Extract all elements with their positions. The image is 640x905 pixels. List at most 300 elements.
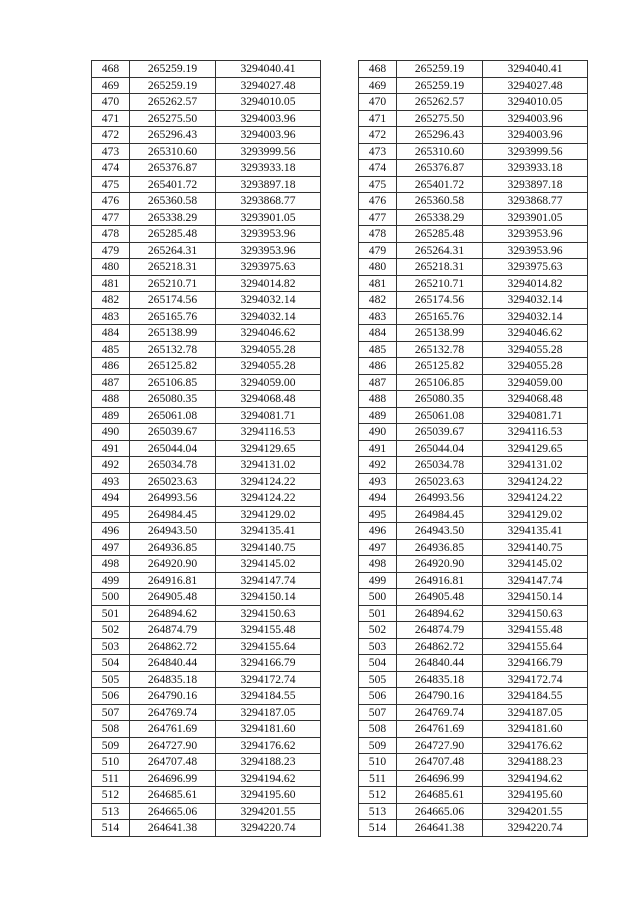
point-number-cell: 490 [359, 424, 397, 441]
x-coordinate-cell: 264761.69 [130, 721, 216, 738]
y-coordinate-cell: 3293999.56 [483, 143, 588, 160]
y-coordinate-cell: 3294081.71 [483, 407, 588, 424]
y-coordinate-cell: 3294014.82 [216, 275, 321, 292]
table-row [92, 770, 321, 787]
point-number-cell: 491 [359, 440, 397, 457]
y-coordinate-cell: 3294145.02 [483, 556, 588, 573]
x-coordinate-cell: 264920.90 [130, 556, 216, 573]
x-coordinate-cell: 265360.58 [397, 193, 483, 210]
point-number-cell: 481 [92, 275, 130, 292]
x-coordinate-cell: 265264.31 [397, 242, 483, 259]
x-coordinate-cell: 265080.35 [130, 391, 216, 408]
x-coordinate-cell: 264936.85 [130, 539, 216, 556]
y-coordinate-cell: 3294055.28 [483, 358, 588, 375]
point-number-cell: 512 [359, 787, 397, 804]
point-number-cell: 492 [92, 457, 130, 474]
y-coordinate-cell: 3294124.22 [216, 490, 321, 507]
y-coordinate-cell: 3293901.05 [483, 209, 588, 226]
table-row [359, 341, 588, 358]
table-row [92, 160, 321, 177]
table-row [359, 259, 588, 276]
x-coordinate-cell: 265275.50 [130, 110, 216, 127]
point-number-cell: 494 [92, 490, 130, 507]
y-coordinate-cell: 3294014.82 [483, 275, 588, 292]
table-row [359, 770, 588, 787]
y-coordinate-cell: 3294032.14 [483, 292, 588, 309]
table-row [92, 655, 321, 672]
point-number-cell: 513 [359, 803, 397, 820]
table-row [92, 688, 321, 705]
table-row [92, 127, 321, 144]
x-coordinate-cell: 264943.50 [130, 523, 216, 540]
point-number-cell: 482 [92, 292, 130, 309]
x-coordinate-cell: 265034.78 [130, 457, 216, 474]
y-coordinate-cell: 3294150.14 [483, 589, 588, 606]
point-number-cell: 476 [359, 193, 397, 210]
x-coordinate-cell: 264707.48 [397, 754, 483, 771]
y-coordinate-cell: 3294124.22 [483, 473, 588, 490]
y-coordinate-cell: 3294003.96 [483, 127, 588, 144]
table-row [92, 539, 321, 556]
point-number-cell: 496 [359, 523, 397, 540]
x-coordinate-cell: 264685.61 [397, 787, 483, 804]
table-row [359, 308, 588, 325]
x-coordinate-cell: 264641.38 [130, 820, 216, 837]
y-coordinate-cell: 3294010.05 [483, 94, 588, 111]
table-row [359, 275, 588, 292]
y-coordinate-cell: 3294116.53 [483, 424, 588, 441]
x-coordinate-cell: 264761.69 [397, 721, 483, 738]
table-row [359, 539, 588, 556]
table-row [92, 61, 321, 78]
point-number-cell: 510 [92, 754, 130, 771]
x-coordinate-cell: 265296.43 [397, 127, 483, 144]
table-row [92, 275, 321, 292]
table-row [92, 407, 321, 424]
y-coordinate-cell: 3294150.63 [216, 605, 321, 622]
y-coordinate-cell: 3293868.77 [216, 193, 321, 210]
table-row [92, 605, 321, 622]
point-number-cell: 468 [359, 61, 397, 78]
x-coordinate-cell: 264696.99 [130, 770, 216, 787]
table-row [359, 572, 588, 589]
table-row [359, 391, 588, 408]
y-coordinate-cell: 3294201.55 [216, 803, 321, 820]
table-row [92, 473, 321, 490]
table-row [92, 556, 321, 573]
point-number-cell: 508 [92, 721, 130, 738]
table-row [359, 556, 588, 573]
point-number-cell: 468 [92, 61, 130, 78]
point-number-cell: 479 [92, 242, 130, 259]
x-coordinate-cell: 264790.16 [397, 688, 483, 705]
x-coordinate-cell: 264862.72 [397, 638, 483, 655]
y-coordinate-cell: 3293901.05 [216, 209, 321, 226]
x-coordinate-cell: 265259.19 [130, 61, 216, 78]
x-coordinate-cell: 264835.18 [397, 671, 483, 688]
x-coordinate-cell: 264665.06 [130, 803, 216, 820]
table-row [359, 589, 588, 606]
x-coordinate-cell: 265285.48 [130, 226, 216, 243]
point-number-cell: 478 [92, 226, 130, 243]
table-row [359, 440, 588, 457]
x-coordinate-cell: 264993.56 [397, 490, 483, 507]
point-number-cell: 491 [92, 440, 130, 457]
table-row [359, 737, 588, 754]
point-number-cell: 506 [92, 688, 130, 705]
y-coordinate-cell: 3294129.65 [483, 440, 588, 457]
x-coordinate-cell: 265338.29 [397, 209, 483, 226]
table-row [92, 143, 321, 160]
table-row [359, 490, 588, 507]
x-coordinate-cell: 265044.04 [130, 440, 216, 457]
table-row [359, 292, 588, 309]
x-coordinate-cell: 265080.35 [397, 391, 483, 408]
table-row [92, 292, 321, 309]
point-number-cell: 504 [359, 655, 397, 672]
point-number-cell: 471 [92, 110, 130, 127]
x-coordinate-cell: 265174.56 [130, 292, 216, 309]
point-number-cell: 503 [92, 638, 130, 655]
y-coordinate-cell: 3294010.05 [216, 94, 321, 111]
point-number-cell: 514 [92, 820, 130, 837]
table-row [359, 787, 588, 804]
point-number-cell: 485 [92, 341, 130, 358]
x-coordinate-cell: 265218.31 [397, 259, 483, 276]
table-row [359, 803, 588, 820]
point-number-cell: 478 [359, 226, 397, 243]
table-row [359, 94, 588, 111]
x-coordinate-cell: 265023.63 [130, 473, 216, 490]
y-coordinate-cell: 3294129.02 [216, 506, 321, 523]
x-coordinate-cell: 265259.19 [130, 77, 216, 94]
point-number-cell: 475 [359, 176, 397, 193]
table-row [359, 721, 588, 738]
point-number-cell: 472 [359, 127, 397, 144]
table-row [92, 176, 321, 193]
y-coordinate-cell: 3294116.53 [216, 424, 321, 441]
point-number-cell: 489 [92, 407, 130, 424]
x-coordinate-cell: 264840.44 [130, 655, 216, 672]
y-coordinate-cell: 3293975.63 [216, 259, 321, 276]
table-row [92, 803, 321, 820]
y-coordinate-cell: 3294166.79 [216, 655, 321, 672]
x-coordinate-cell: 264727.90 [130, 737, 216, 754]
y-coordinate-cell: 3294040.41 [216, 61, 321, 78]
x-coordinate-cell: 264790.16 [130, 688, 216, 705]
y-coordinate-cell: 3294176.62 [216, 737, 321, 754]
y-coordinate-cell: 3294003.96 [216, 127, 321, 144]
x-coordinate-cell: 265125.82 [130, 358, 216, 375]
point-number-cell: 493 [359, 473, 397, 490]
x-coordinate-cell: 265338.29 [130, 209, 216, 226]
y-coordinate-cell: 3294181.60 [483, 721, 588, 738]
point-number-cell: 471 [359, 110, 397, 127]
point-number-cell: 503 [359, 638, 397, 655]
table-row [92, 638, 321, 655]
table-row [359, 407, 588, 424]
table-row [359, 688, 588, 705]
point-number-cell: 477 [92, 209, 130, 226]
point-number-cell: 494 [359, 490, 397, 507]
y-coordinate-cell: 3294003.96 [216, 110, 321, 127]
x-coordinate-cell: 265218.31 [130, 259, 216, 276]
coordinate-table-left-body [92, 61, 321, 837]
point-number-cell: 498 [92, 556, 130, 573]
y-coordinate-cell: 3294027.48 [216, 77, 321, 94]
y-coordinate-cell: 3293999.56 [216, 143, 321, 160]
x-coordinate-cell: 265174.56 [397, 292, 483, 309]
table-row [359, 704, 588, 721]
point-number-cell: 474 [92, 160, 130, 177]
x-coordinate-cell: 264707.48 [130, 754, 216, 771]
table-row [92, 572, 321, 589]
x-coordinate-cell: 264993.56 [130, 490, 216, 507]
x-coordinate-cell: 265262.57 [130, 94, 216, 111]
y-coordinate-cell: 3294184.55 [483, 688, 588, 705]
x-coordinate-cell: 264905.48 [397, 589, 483, 606]
y-coordinate-cell: 3294150.63 [483, 605, 588, 622]
x-coordinate-cell: 265165.76 [130, 308, 216, 325]
x-coordinate-cell: 265125.82 [397, 358, 483, 375]
point-number-cell: 488 [92, 391, 130, 408]
y-coordinate-cell: 3293953.96 [216, 226, 321, 243]
y-coordinate-cell: 3294046.62 [216, 325, 321, 342]
x-coordinate-cell: 265401.72 [130, 176, 216, 193]
y-coordinate-cell: 3294027.48 [483, 77, 588, 94]
point-number-cell: 485 [359, 341, 397, 358]
y-coordinate-cell: 3294194.62 [216, 770, 321, 787]
x-coordinate-cell: 265264.31 [130, 242, 216, 259]
table-row [92, 424, 321, 441]
y-coordinate-cell: 3294155.64 [483, 638, 588, 655]
table-row [92, 589, 321, 606]
y-coordinate-cell: 3294068.48 [216, 391, 321, 408]
y-coordinate-cell: 3294220.74 [216, 820, 321, 837]
x-coordinate-cell: 264943.50 [397, 523, 483, 540]
y-coordinate-cell: 3294195.60 [483, 787, 588, 804]
x-coordinate-cell: 265376.87 [130, 160, 216, 177]
x-coordinate-cell: 265132.78 [397, 341, 483, 358]
point-number-cell: 498 [359, 556, 397, 573]
table-row [92, 622, 321, 639]
table-row [92, 325, 321, 342]
table-row [92, 440, 321, 457]
y-coordinate-cell: 3294135.41 [216, 523, 321, 540]
x-coordinate-cell: 265138.99 [397, 325, 483, 342]
point-number-cell: 493 [92, 473, 130, 490]
point-number-cell: 483 [359, 308, 397, 325]
x-coordinate-cell: 264916.81 [130, 572, 216, 589]
point-number-cell: 470 [359, 94, 397, 111]
point-number-cell: 500 [359, 589, 397, 606]
table-row [92, 308, 321, 325]
y-coordinate-cell: 3294059.00 [216, 374, 321, 391]
y-coordinate-cell: 3293933.18 [216, 160, 321, 177]
table-row [92, 94, 321, 111]
x-coordinate-cell: 264905.48 [130, 589, 216, 606]
table-row [359, 506, 588, 523]
x-coordinate-cell: 265310.60 [130, 143, 216, 160]
point-number-cell: 469 [92, 77, 130, 94]
y-coordinate-cell: 3294184.55 [216, 688, 321, 705]
x-coordinate-cell: 264840.44 [397, 655, 483, 672]
x-coordinate-cell: 264835.18 [130, 671, 216, 688]
x-coordinate-cell: 265044.04 [397, 440, 483, 457]
point-number-cell: 507 [92, 704, 130, 721]
y-coordinate-cell: 3294201.55 [483, 803, 588, 820]
point-number-cell: 479 [359, 242, 397, 259]
table-row [359, 457, 588, 474]
point-number-cell: 487 [92, 374, 130, 391]
y-coordinate-cell: 3293953.96 [483, 226, 588, 243]
point-number-cell: 512 [92, 787, 130, 804]
table-row [359, 242, 588, 259]
x-coordinate-cell: 264894.62 [130, 605, 216, 622]
point-number-cell: 513 [92, 803, 130, 820]
x-coordinate-cell: 265376.87 [397, 160, 483, 177]
x-coordinate-cell: 265275.50 [397, 110, 483, 127]
point-number-cell: 477 [359, 209, 397, 226]
x-coordinate-cell: 265106.85 [130, 374, 216, 391]
point-number-cell: 472 [92, 127, 130, 144]
table-row [359, 820, 588, 837]
x-coordinate-cell: 265259.19 [397, 77, 483, 94]
y-coordinate-cell: 3294032.14 [483, 308, 588, 325]
x-coordinate-cell: 264641.38 [397, 820, 483, 837]
table-row [359, 110, 588, 127]
y-coordinate-cell: 3294055.28 [216, 341, 321, 358]
table-row [359, 622, 588, 639]
table-row [359, 358, 588, 375]
coordinate-table-left [91, 60, 321, 837]
x-coordinate-cell: 265296.43 [130, 127, 216, 144]
y-coordinate-cell: 3294172.74 [216, 671, 321, 688]
x-coordinate-cell: 264874.79 [130, 622, 216, 639]
point-number-cell: 486 [359, 358, 397, 375]
y-coordinate-cell: 3294003.96 [483, 110, 588, 127]
x-coordinate-cell: 265401.72 [397, 176, 483, 193]
table-row [359, 605, 588, 622]
table-row [92, 242, 321, 259]
point-number-cell: 483 [92, 308, 130, 325]
y-coordinate-cell: 3294155.48 [216, 622, 321, 639]
point-number-cell: 490 [92, 424, 130, 441]
y-coordinate-cell: 3294181.60 [216, 721, 321, 738]
table-row [359, 523, 588, 540]
point-number-cell: 501 [92, 605, 130, 622]
x-coordinate-cell: 265039.67 [130, 424, 216, 441]
table-row [359, 374, 588, 391]
table-row [92, 209, 321, 226]
x-coordinate-cell: 265210.71 [397, 275, 483, 292]
point-number-cell: 499 [359, 572, 397, 589]
x-coordinate-cell: 265360.58 [130, 193, 216, 210]
y-coordinate-cell: 3294147.74 [483, 572, 588, 589]
point-number-cell: 486 [92, 358, 130, 375]
table-row [92, 490, 321, 507]
y-coordinate-cell: 3293897.18 [216, 176, 321, 193]
table-row [359, 193, 588, 210]
table-row [359, 424, 588, 441]
x-coordinate-cell: 265138.99 [130, 325, 216, 342]
point-number-cell: 488 [359, 391, 397, 408]
point-number-cell: 500 [92, 589, 130, 606]
x-coordinate-cell: 265023.63 [397, 473, 483, 490]
point-number-cell: 487 [359, 374, 397, 391]
point-number-cell: 505 [359, 671, 397, 688]
y-coordinate-cell: 3294195.60 [216, 787, 321, 804]
table-row [359, 473, 588, 490]
point-number-cell: 469 [359, 77, 397, 94]
table-row [92, 193, 321, 210]
y-coordinate-cell: 3294055.28 [483, 341, 588, 358]
y-coordinate-cell: 3294155.64 [216, 638, 321, 655]
table-row [92, 77, 321, 94]
x-coordinate-cell: 264685.61 [130, 787, 216, 804]
point-number-cell: 474 [359, 160, 397, 177]
point-number-cell: 489 [359, 407, 397, 424]
table-row [92, 721, 321, 738]
x-coordinate-cell: 265310.60 [397, 143, 483, 160]
point-number-cell: 497 [359, 539, 397, 556]
y-coordinate-cell: 3294135.41 [483, 523, 588, 540]
x-coordinate-cell: 265106.85 [397, 374, 483, 391]
point-number-cell: 470 [92, 94, 130, 111]
y-coordinate-cell: 3294172.74 [483, 671, 588, 688]
x-coordinate-cell: 265034.78 [397, 457, 483, 474]
point-number-cell: 509 [92, 737, 130, 754]
y-coordinate-cell: 3294032.14 [216, 292, 321, 309]
y-coordinate-cell: 3294194.62 [483, 770, 588, 787]
table-row [359, 754, 588, 771]
point-number-cell: 507 [359, 704, 397, 721]
y-coordinate-cell: 3294187.05 [483, 704, 588, 721]
x-coordinate-cell: 265262.57 [397, 94, 483, 111]
x-coordinate-cell: 264769.74 [397, 704, 483, 721]
table-row [92, 341, 321, 358]
point-number-cell: 496 [92, 523, 130, 540]
table-row [92, 671, 321, 688]
point-number-cell: 505 [92, 671, 130, 688]
table-row [92, 820, 321, 837]
y-coordinate-cell: 3293953.96 [216, 242, 321, 259]
point-number-cell: 492 [359, 457, 397, 474]
y-coordinate-cell: 3294046.62 [483, 325, 588, 342]
table-row [92, 259, 321, 276]
point-number-cell: 514 [359, 820, 397, 837]
y-coordinate-cell: 3294032.14 [216, 308, 321, 325]
y-coordinate-cell: 3294124.22 [216, 473, 321, 490]
y-coordinate-cell: 3294147.74 [216, 572, 321, 589]
x-coordinate-cell: 265061.08 [130, 407, 216, 424]
point-number-cell: 484 [92, 325, 130, 342]
point-number-cell: 480 [92, 259, 130, 276]
point-number-cell: 502 [359, 622, 397, 639]
point-number-cell: 499 [92, 572, 130, 589]
table-row [359, 127, 588, 144]
table-row [359, 77, 588, 94]
table-row [92, 506, 321, 523]
point-number-cell: 497 [92, 539, 130, 556]
y-coordinate-cell: 3294129.65 [216, 440, 321, 457]
y-coordinate-cell: 3294188.23 [483, 754, 588, 771]
y-coordinate-cell: 3294068.48 [483, 391, 588, 408]
x-coordinate-cell: 264862.72 [130, 638, 216, 655]
x-coordinate-cell: 265165.76 [397, 308, 483, 325]
x-coordinate-cell: 265132.78 [130, 341, 216, 358]
table-row [359, 143, 588, 160]
